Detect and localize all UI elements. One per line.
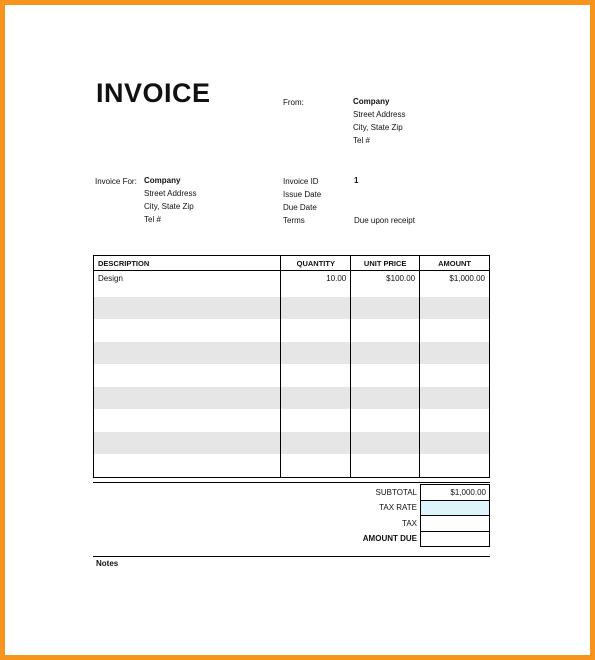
column-header-quantity: QUANTITY: [281, 256, 351, 271]
cell-unit-price[interactable]: [351, 409, 420, 432]
cell-amount[interactable]: [420, 432, 490, 455]
table-row: [94, 432, 490, 455]
table-row: [94, 271, 490, 297]
invoice-for-company: Company: [144, 176, 181, 185]
cell-unit-price[interactable]: [351, 432, 420, 455]
cell-description[interactable]: [94, 319, 281, 342]
tax-rate-row: [305, 500, 490, 516]
table-row: [94, 342, 490, 365]
table-row: [94, 364, 490, 387]
subtotal-row: [305, 485, 490, 501]
line-items-table: [93, 255, 490, 478]
cell-unit-price[interactable]: [351, 342, 420, 365]
cell-quantity[interactable]: [281, 342, 351, 365]
cell-amount[interactable]: [420, 297, 490, 320]
cell-description[interactable]: [94, 387, 281, 410]
totals-divider: [93, 482, 490, 483]
invoice-for-label: Invoice For:: [95, 177, 137, 186]
tax-label: TAX: [402, 518, 417, 528]
amount-due-row: [305, 531, 490, 547]
tax-rate-field[interactable]: [421, 500, 490, 516]
column-header-amount: AMOUNT: [420, 256, 490, 271]
table-row: [94, 409, 490, 432]
tax-rate-label: TAX RATE: [379, 503, 417, 513]
from-street: Street Address: [353, 110, 406, 119]
table-row: [94, 319, 490, 342]
cell-description[interactable]: [94, 432, 281, 455]
table-row: [94, 387, 490, 410]
from-city: City, State Zip: [353, 123, 403, 132]
cell-quantity[interactable]: 10.00: [281, 271, 351, 297]
cell-unit-price[interactable]: [351, 454, 420, 477]
cell-description[interactable]: Design: [94, 271, 281, 297]
cell-quantity[interactable]: [281, 432, 351, 455]
cell-description[interactable]: [94, 364, 281, 387]
cell-amount[interactable]: [420, 409, 490, 432]
cell-description[interactable]: [94, 342, 281, 365]
invoice-for-street: Street Address: [144, 189, 197, 198]
cell-description[interactable]: [94, 454, 281, 477]
invoice-id-label: Invoice ID: [283, 177, 319, 186]
invoice-for-tel: Tel #: [144, 215, 161, 224]
cell-quantity[interactable]: [281, 297, 351, 320]
tax-value[interactable]: [421, 516, 490, 532]
cell-unit-price[interactable]: [351, 297, 420, 320]
amount-due-value[interactable]: [421, 531, 490, 547]
cell-unit-price[interactable]: $100.00: [351, 271, 420, 297]
notes-divider: [93, 556, 490, 557]
cell-amount[interactable]: [420, 364, 490, 387]
cell-quantity[interactable]: [281, 387, 351, 410]
table-row: [94, 297, 490, 320]
from-label: From:: [283, 98, 304, 107]
subtotal-label: SUBTOTAL: [375, 487, 417, 497]
table-row: [94, 454, 490, 477]
column-header-unit-price: UNIT PRICE: [351, 256, 420, 271]
cell-quantity[interactable]: [281, 409, 351, 432]
cell-amount[interactable]: $1,000.00: [420, 271, 490, 297]
column-header-description: DESCRIPTION: [94, 256, 281, 271]
invoice-for-city: City, State Zip: [144, 202, 194, 211]
invoice-id-value: 1: [354, 176, 359, 185]
notes-label: Notes: [96, 559, 119, 568]
cell-unit-price[interactable]: [351, 387, 420, 410]
cell-description[interactable]: [94, 409, 281, 432]
issue-date-label: Issue Date: [283, 190, 322, 199]
cell-amount[interactable]: [420, 454, 490, 477]
cell-amount[interactable]: [420, 387, 490, 410]
cell-quantity[interactable]: [281, 319, 351, 342]
cell-amount[interactable]: [420, 342, 490, 365]
cell-quantity[interactable]: [281, 454, 351, 477]
from-company: Company: [353, 97, 390, 106]
cell-description[interactable]: [94, 297, 281, 320]
table-header-row: [94, 256, 490, 271]
invoice-title: INVOICE: [96, 78, 211, 108]
cell-amount[interactable]: [420, 319, 490, 342]
totals-table: [305, 484, 490, 547]
cell-unit-price[interactable]: [351, 319, 420, 342]
amount-due-label: AMOUNT DUE: [362, 534, 417, 544]
terms-value: Due upon receipt: [354, 216, 415, 225]
subtotal-value[interactable]: $1,000.00: [421, 485, 490, 501]
tax-row: [305, 516, 490, 532]
from-tel: Tel #: [353, 136, 370, 145]
terms-label: Terms: [283, 216, 305, 225]
cell-quantity[interactable]: [281, 364, 351, 387]
due-date-label: Due Date: [283, 203, 317, 212]
cell-unit-price[interactable]: [351, 364, 420, 387]
